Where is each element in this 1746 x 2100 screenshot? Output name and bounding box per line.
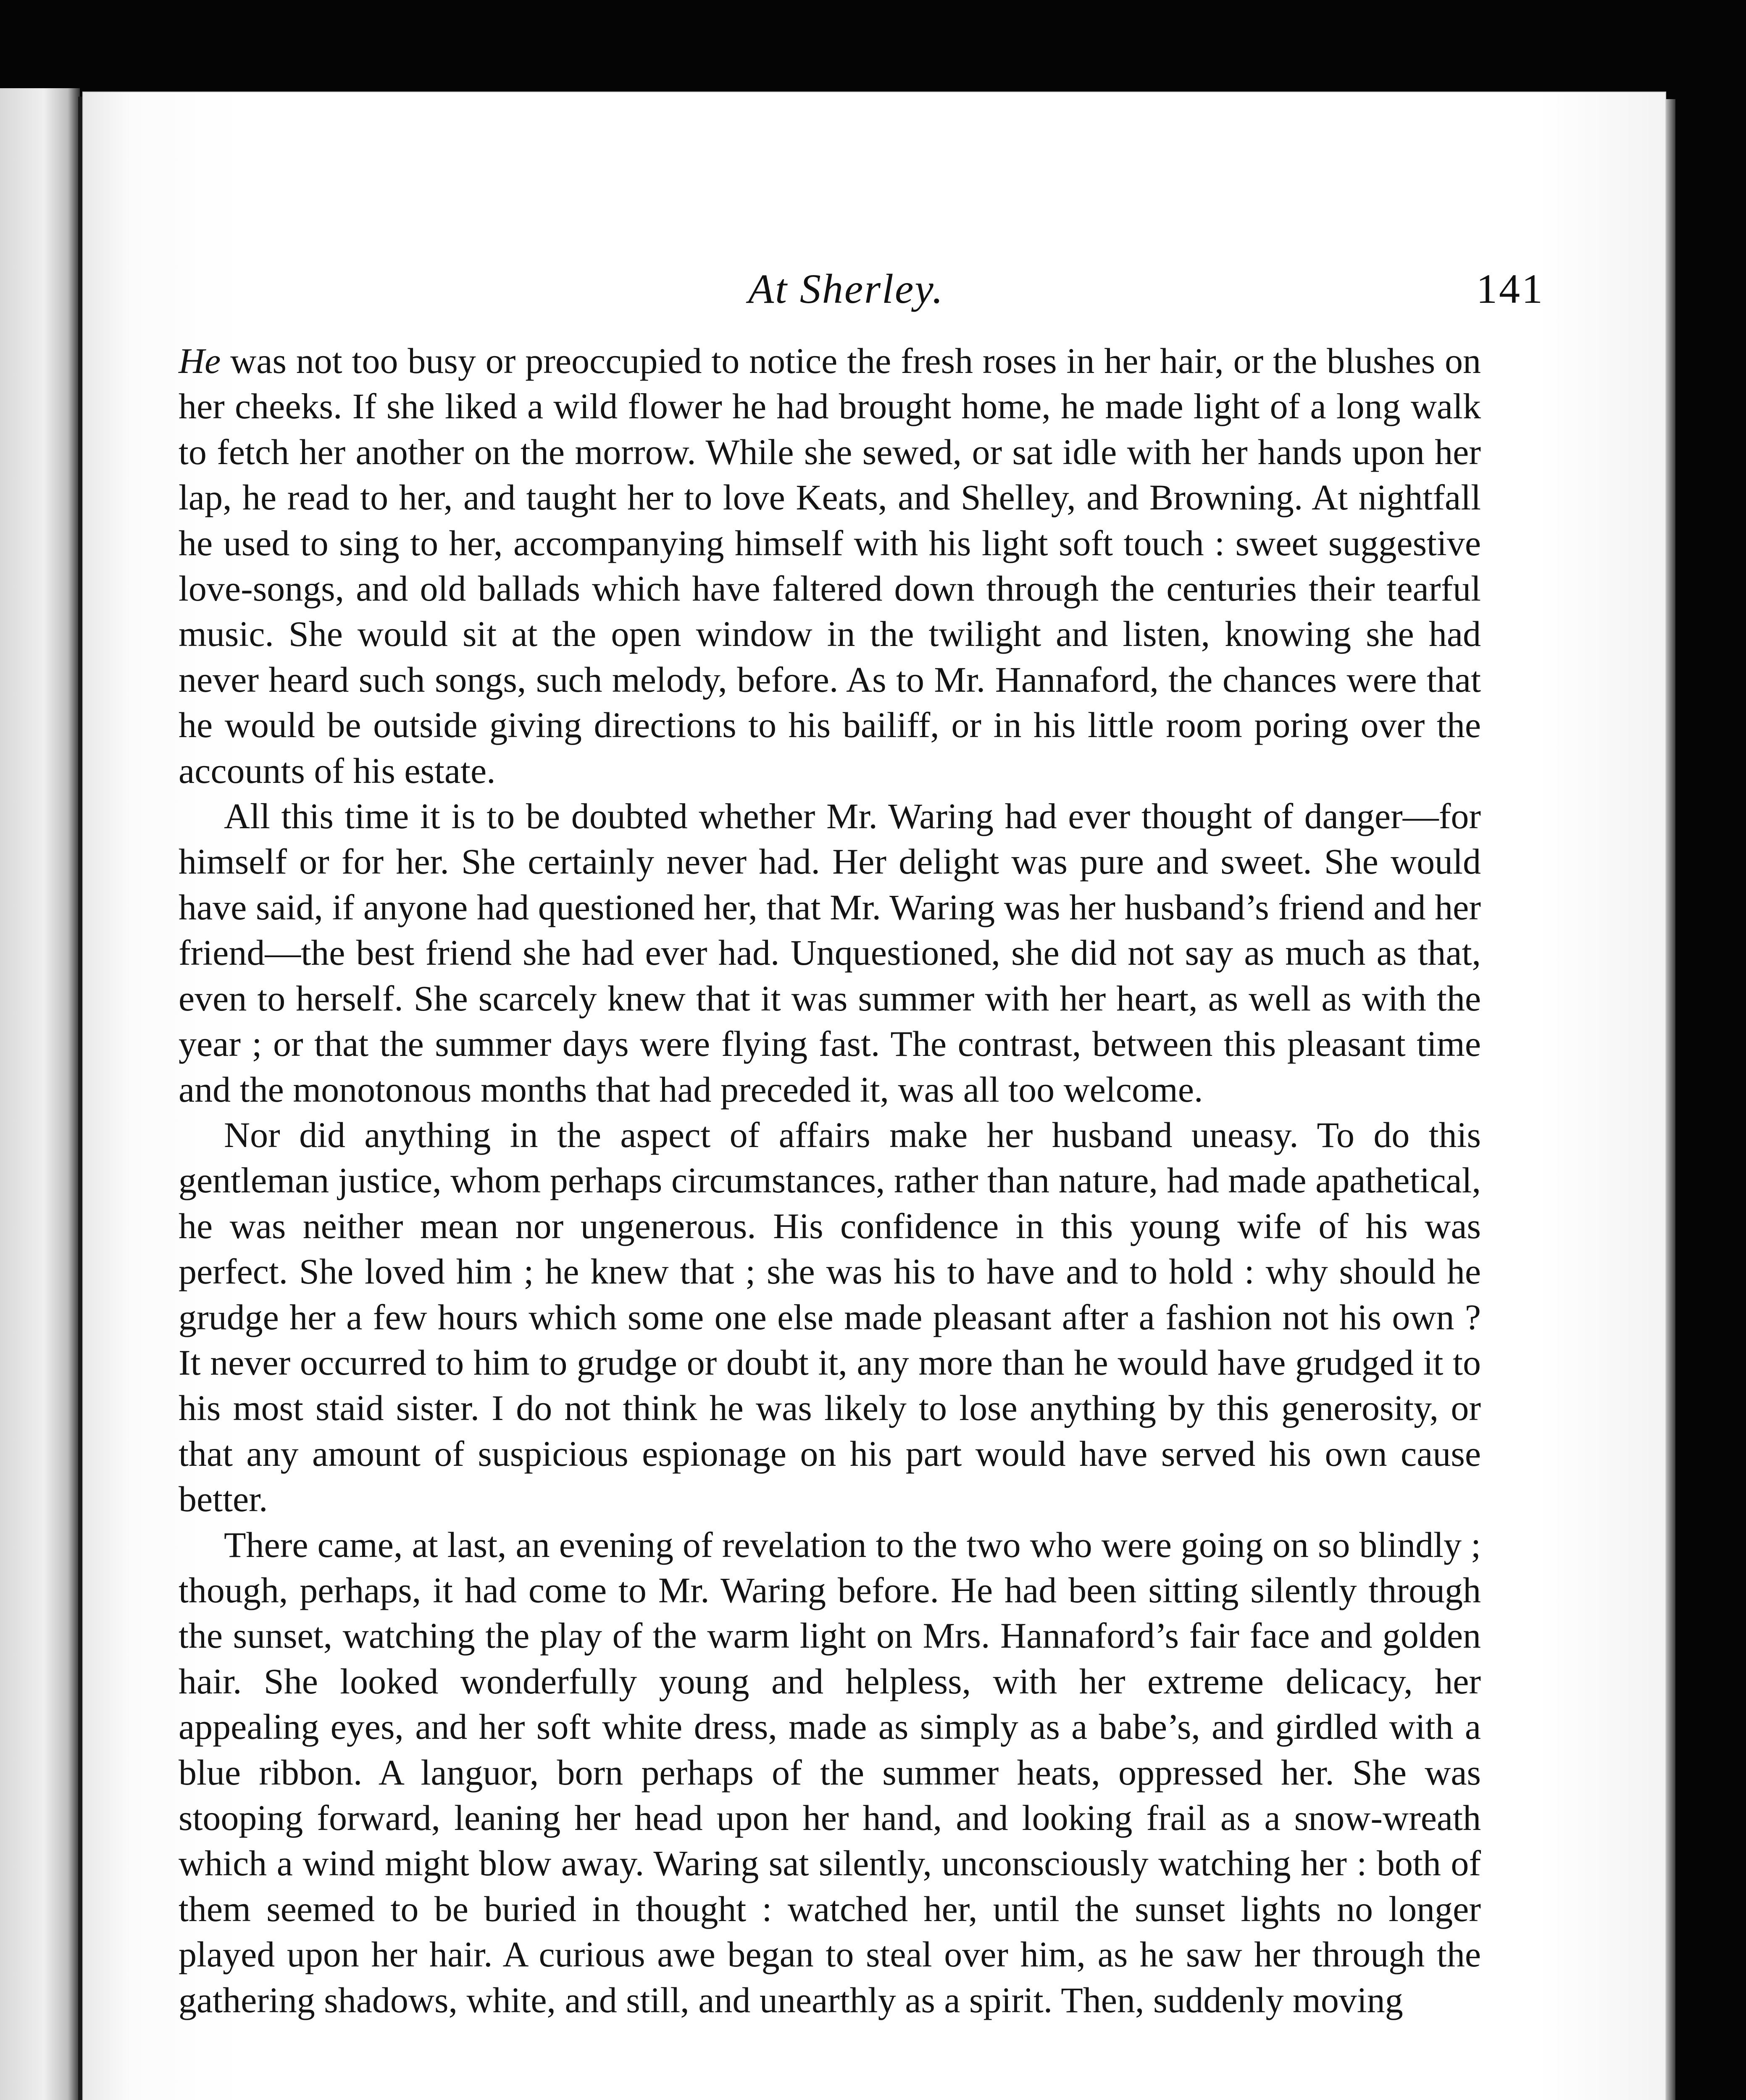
paragraph-1-lead-italic: He	[179, 341, 221, 381]
body-text	[179, 338, 1481, 2023]
page-right-edge	[1666, 99, 1675, 2100]
running-title: At Sherley.	[748, 265, 944, 312]
paragraph-2: All this time it is to be doubted whether Mr. Waring had ever thought of danger—for himself or for her. She certainly never had. Her delight was pure and sweet. She would have said, if anyone had questioned her, that Mr. Waring was her husband’s friend and her friend—the best friend she had ever had. Unquestioned, she did not say as much as that, even to herself. She scarcely knew that it was summer with her heart, as well as with the year ; or that the summer days were flying fast. The contrast, between this pleasant time and the monotonous months that had preceded it, was all too welcome.	[179, 796, 1481, 1110]
paragraph-1-text: was not too busy or preoccupied to notice the fresh roses in her hair, or the blushes on her cheeks. If she liked a wild flower he had brought home, he made light of a long walk to fetch her another on the morrow. While she sewed, or sat idle with her hands upon her lap, he read to her, and taught her to love Keats, and Shelley, and Browning. At nightfall he used to sing to her, accompanying himself with his light soft touch : sweet suggestive love-songs, and old ballads which have faltered down through the centuries their tearful music. She would sit at the open window in the twilight and listen, knowing she had never heard such songs, such melody, before. As to Mr. Hannaford, the chances were that he would be outside giving directions to his bailiff, or in his little room poring over the accounts of his estate.	[179, 341, 1481, 791]
previous-page-edge	[0, 88, 80, 2100]
running-head	[82, 255, 1666, 323]
book-gutter	[78, 97, 82, 2100]
page-number: 141	[1476, 265, 1544, 312]
paragraph-4: There came, at last, an evening of revelation to the two who were going on so blindly ; though, perhaps, it had come to Mr. Waring before. He had been sitting silently through the sunset, watching the play of the warm light on Mrs. Hannaford’s fair face and golden hair. She looked wonderfully young and helpless, with her extreme delicacy, her appealing eyes, and her soft white dress, made as simply as a babe’s, and girdled with a blue ribbon. A languor, born perhaps of the summer heats, oppressed her. She was stooping forward, leaning her head upon her hand, and looking frail as a snow-wreath which a wind might blow away. Waring sat silently, unconsciously watching her : both of them seemed to be buried in thought : watched her, until the sunset lights no longer played upon her hair. A curious awe began to steal over him, as he saw her through the gathering shadows, white, and still, and unearthly as a spirit. Then, suddenly moving	[179, 1524, 1481, 2020]
paragraph-1	[179, 338, 1481, 793]
paragraph-3: Nor did anything in the aspect of affairs make her husband uneasy. To do this gentleman justice, whom perhaps circumstances, rather than nature, had made apathetical, he was neither mean nor ungenerous. His confidence in this young wife of his was perfect. She loved him ; he knew that ; she was his to have and to hold : why should he grudge her a few hours which some one else made pleasant after a fashion not his own ? It never occurred to him to grudge or doubt it, any more than he would have grudged it to his most staid sister. I do not think he was likely to lose anything by this generosity, or that any amount of suspicious espionage on his part would have served his own cause better.	[179, 1114, 1481, 1520]
